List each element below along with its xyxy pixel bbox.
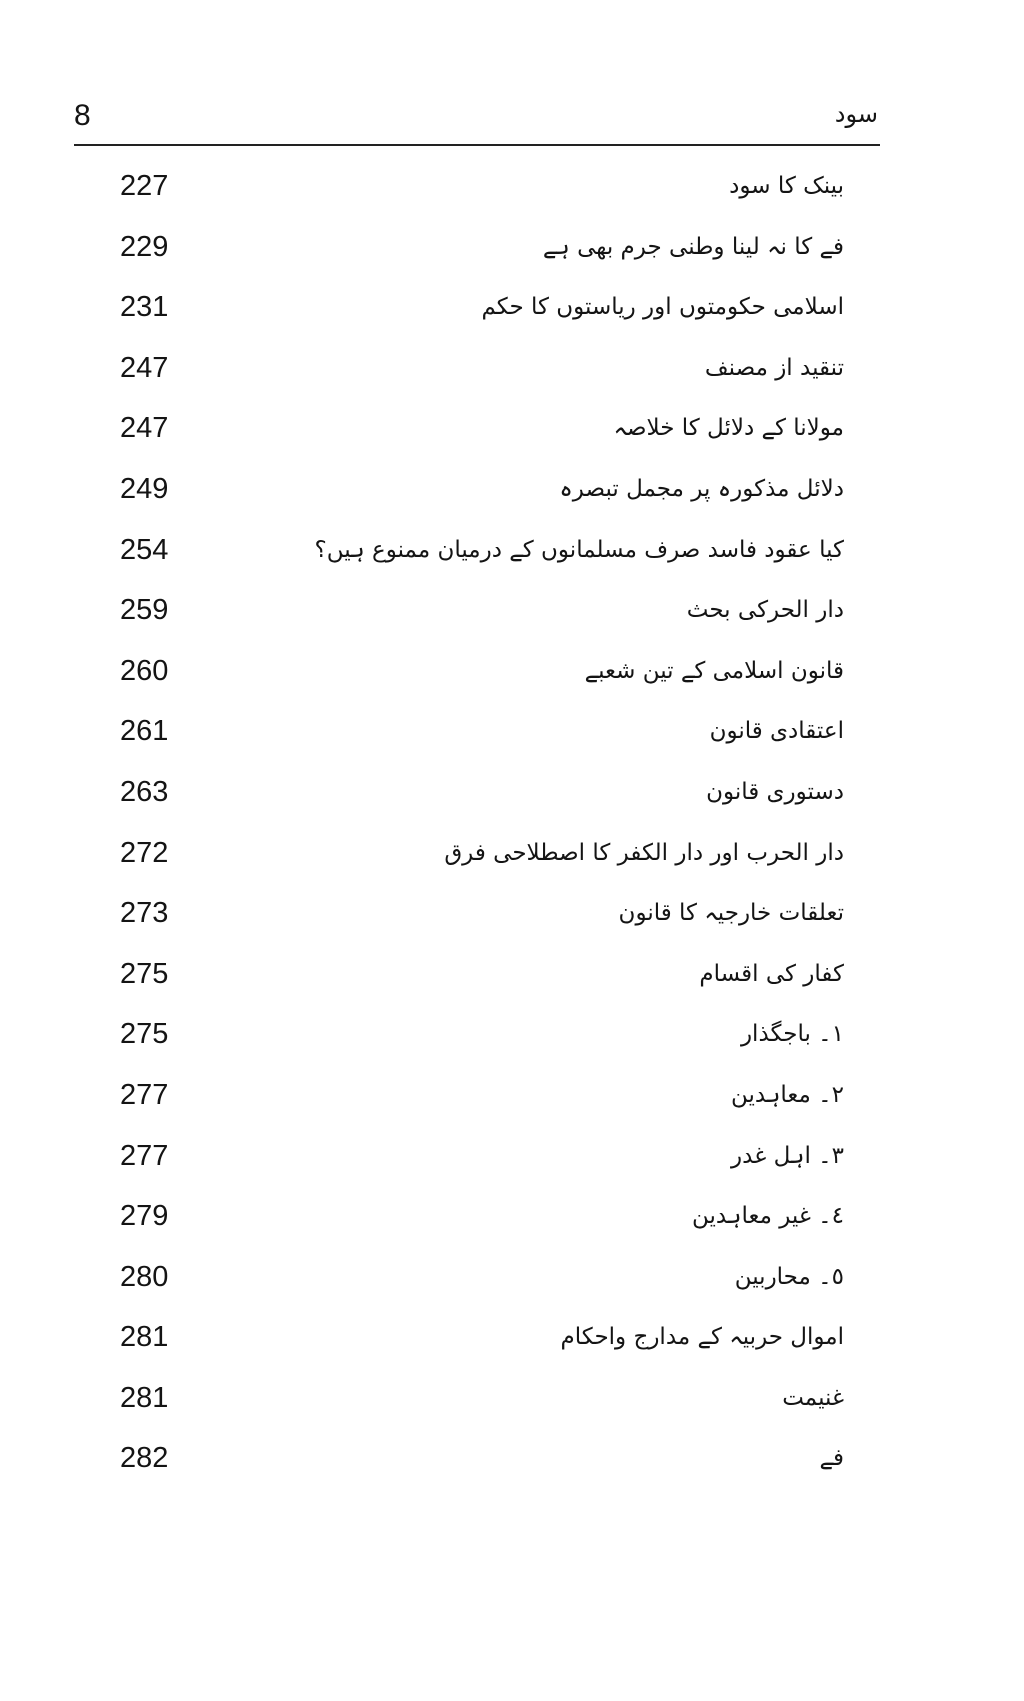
toc-entry-title: ٤۔ غیر معاہدین [692,1203,844,1230]
toc-row [0,524,1024,585]
toc-row [0,1311,1024,1372]
table-of-contents [0,160,1024,1493]
toc-entry-page: 275 [120,1018,169,1051]
toc-entry-page: 231 [120,291,169,324]
toc-entry-title: دار الحرب اور دار الکفر کا اصطلاحی فرق [444,839,844,866]
toc-row [0,948,1024,1009]
toc-entry-title: دستوری قانون [706,778,844,805]
toc-entry-title: اموال حربیہ کے مدارج واحکام [560,1324,844,1351]
toc-row [0,1432,1024,1493]
toc-row [0,645,1024,706]
running-title: سود [834,100,878,128]
toc-row [0,705,1024,766]
toc-entry-page: 272 [120,836,169,869]
toc-entry-title: کفار کی اقسام [699,960,844,987]
toc-row [0,463,1024,524]
toc-row [0,1372,1024,1433]
toc-entry-title: دار الحرکی بحث [686,597,844,624]
header-rule [74,144,880,146]
toc-row [0,584,1024,645]
toc-entry-page: 261 [120,715,169,748]
page-number: 8 [74,99,91,132]
toc-entry-page: 254 [120,533,169,566]
toc-entry-page: 260 [120,654,169,687]
toc-entry-page: 263 [120,775,169,808]
toc-row [0,766,1024,827]
toc-row [0,221,1024,282]
toc-entry-title: ٢۔ معاہدین [730,1081,844,1108]
toc-entry-page: 227 [120,170,169,202]
toc-entry-page: 282 [120,1442,169,1475]
toc-entry-title: اعتقادی قانون [709,718,844,745]
toc-entry-page: 281 [120,1381,169,1414]
toc-row [0,160,1024,221]
toc-entry-page: 280 [120,1260,169,1293]
toc-row [0,281,1024,342]
toc-entry-page: 247 [120,351,169,384]
toc-row [0,1130,1024,1191]
toc-entry-page: 277 [120,1078,169,1111]
toc-row [0,1008,1024,1069]
toc-entry-title: مولانا کے دلائل کا خلاصہ [613,415,844,442]
page-header [74,92,880,142]
toc-entry-page: 281 [120,1321,169,1354]
toc-entry-page: 247 [120,412,169,445]
toc-entry-title: تعلقات خارجیہ کا قانون [618,900,844,927]
toc-row [0,402,1024,463]
toc-entry-page: 279 [120,1200,169,1233]
toc-row [0,1190,1024,1251]
toc-entry-title: دلائل مذکورہ پر مجمل تبصرہ [559,475,844,502]
toc-row [0,827,1024,888]
toc-entry-title: ١۔ باجگذار [740,1021,844,1048]
toc-entry-title: قانون اسلامی کے تین شعبے [584,657,844,684]
toc-entry-title: کیا عقود فاسد صرف مسلمانوں کے درمیان ممنوع ہیں؟ [314,536,844,563]
toc-row [0,887,1024,948]
toc-entry-page: 229 [120,230,169,263]
toc-entry-page: 273 [120,897,169,930]
toc-entry-title: فے [819,1445,844,1472]
toc-entry-page: 275 [120,957,169,990]
toc-entry-title: فے کا نہ لینا وطنی جرم بھی ہے [542,233,844,260]
toc-entry-title: ٣۔ اہل غدر [731,1142,844,1169]
toc-row [0,1069,1024,1130]
toc-entry-title: غنیمت [782,1384,844,1411]
toc-row [0,1251,1024,1312]
toc-entry-title: اسلامی حکومتوں اور ریاستوں کا حکم [481,294,844,321]
toc-row [0,342,1024,403]
toc-entry-title: بینک کا سود [729,173,844,199]
toc-entry-page: 277 [120,1139,169,1172]
toc-entry-page: 259 [120,594,169,627]
toc-entry-page: 249 [120,472,169,505]
toc-entry-title: تنقید از مصنف [704,354,844,381]
toc-entry-title: ٥۔ محاربین [734,1263,844,1290]
